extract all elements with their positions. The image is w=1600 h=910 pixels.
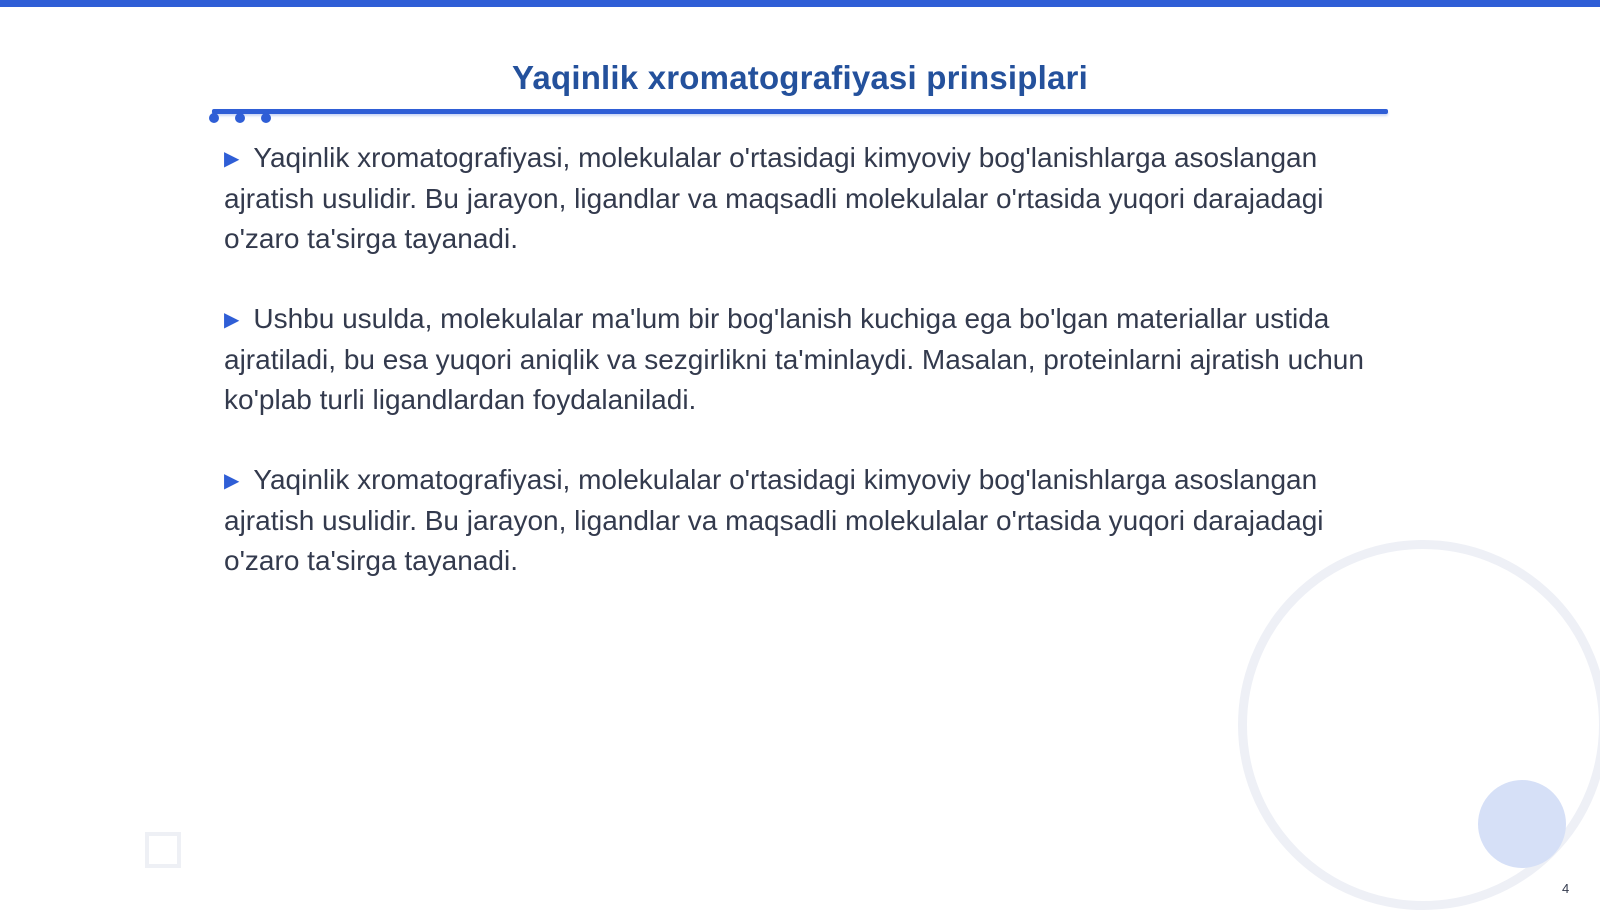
page-number: 4: [1562, 881, 1570, 896]
decorative-circle: [1478, 780, 1566, 868]
triangle-right-icon: ▶: [224, 470, 240, 492]
slide-body: [224, 138, 1374, 621]
triangle-right-icon: ▶: [224, 148, 240, 170]
triangle-right-icon: ▶: [224, 309, 240, 331]
top-accent-bar: [0, 0, 1600, 7]
underline-dot: [261, 113, 271, 123]
underline-dot: [209, 113, 219, 123]
bullet-paragraph-3: [224, 460, 1374, 581]
bullet-paragraph-2: [224, 299, 1374, 420]
title-underline: [212, 109, 1388, 114]
paragraph-text: Yaqinlik xromatografiyasi, molekulalar o'rtasidagi kimyoviy bog'lanishlarga asoslangan ajratish usulidir. Bu jarayon, ligandlar va maqsadli molekulalar o'rtasida yuqori darajadagi o'zaro ta'sirga tayanadi.: [224, 464, 1324, 576]
underline-dot: [235, 113, 245, 123]
bullet-paragraph-1: [224, 138, 1374, 259]
decorative-square: [145, 832, 181, 868]
paragraph-text: Yaqinlik xromatografiyasi, molekulalar o'rtasidagi kimyoviy bog'lanishlarga asoslangan ajratish usulidir. Bu jarayon, ligandlar va maqsadli molekulalar o'rtasida yuqori darajadagi o'zaro ta'sirga tayanadi.: [224, 142, 1324, 254]
paragraph-text: Ushbu usulda, molekulalar ma'lum bir bog'lanish kuchiga ega bo'lgan materiallar ustida ajratiladi, bu esa yuqori aniqlik va sezgirlikni ta'minlaydi. Masalan, proteinlarni ajratish uchun ko'plab turli ligandlardan foydalaniladi.: [224, 303, 1364, 415]
slide-title: Yaqinlik xromatografiyasi prinsiplari: [512, 59, 1088, 96]
